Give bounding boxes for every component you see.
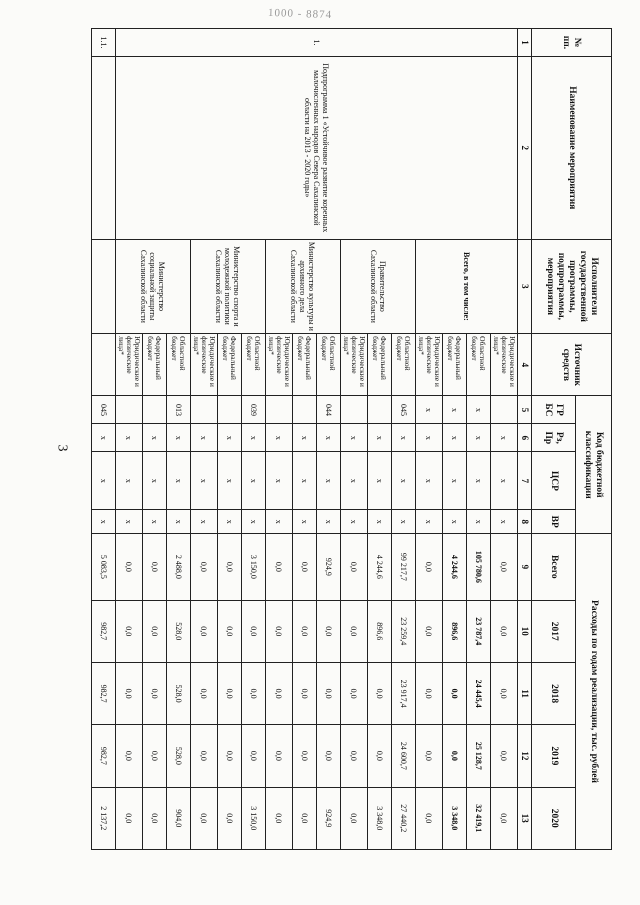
rzpr-cell: х [266, 424, 293, 452]
y2018-cell: 0,0 [317, 662, 341, 724]
y2017-cell: 896,6 [368, 600, 392, 662]
y2019-cell: 0,0 [242, 725, 266, 787]
source-cell: Федеральный бюджет [218, 334, 242, 396]
rzpr-cell: х [116, 424, 143, 452]
y2018-cell: 982,7 [92, 662, 116, 724]
grbs-cell: 039 [242, 396, 266, 424]
rzpr-cell: х [242, 424, 266, 452]
y2018-cell: 0,0 [266, 662, 293, 724]
total-cell: 99 217,7 [392, 534, 416, 601]
y2017-cell: 0,0 [266, 600, 293, 662]
vr-cell: х [143, 510, 167, 534]
csr-cell: х [368, 452, 392, 510]
executor-government: Правительство Сахалинской области [341, 239, 416, 334]
executor-sport-ministry: Министерство спорта и молодежной политики Сахалинской области [191, 239, 266, 334]
header-2020: 2020 [532, 787, 576, 849]
csr-cell: х [266, 452, 293, 510]
total-cell: 0,0 [341, 534, 368, 601]
vr-cell: х [92, 510, 116, 534]
total-cell: 3 150,0 [242, 534, 266, 601]
vr-cell: х [242, 510, 266, 534]
column-numbers-row [518, 29, 532, 850]
page-number: 3 [54, 444, 70, 452]
total-cell: 0,0 [143, 534, 167, 601]
source-cell: Юридические и физические лица* [491, 334, 518, 396]
y2017-cell: 0,0 [218, 600, 242, 662]
y2020-cell: 0,0 [293, 787, 317, 849]
source-cell: Областной бюджет [242, 334, 266, 396]
y2018-cell: 0,0 [416, 662, 443, 724]
csr-cell: х [317, 452, 341, 510]
header-source: Источник средств [532, 334, 612, 396]
col-number: 4 [518, 334, 532, 396]
grbs-cell: х [416, 396, 443, 424]
col-number: 13 [518, 787, 532, 849]
y2019-cell: 0,0 [368, 725, 392, 787]
vr-cell: х [293, 510, 317, 534]
source-cell: Федеральный бюджет [293, 334, 317, 396]
header-2017: 2017 [532, 600, 576, 662]
vr-cell: х [443, 510, 467, 534]
y2017-cell: 0,0 [341, 600, 368, 662]
y2020-cell: 0,0 [416, 787, 443, 849]
grbs-cell: 045 [92, 396, 116, 424]
y2020-cell: 3 348,0 [368, 787, 392, 849]
total-cell: 5 083,5 [92, 534, 116, 601]
source-cell: Федеральный бюджет [368, 334, 392, 396]
y2017-cell: 0,0 [293, 600, 317, 662]
csr-cell: х [116, 452, 143, 510]
csr-cell: х [416, 452, 443, 510]
vr-cell: х [191, 510, 218, 534]
y2019-cell: 0,0 [218, 725, 242, 787]
total-cell: 4 244,6 [368, 534, 392, 601]
y2019-cell: 982,7 [92, 725, 116, 787]
y2020-cell: 924,9 [317, 787, 341, 849]
y2019-cell: 0,0 [317, 725, 341, 787]
grbs-cell: х [467, 396, 491, 424]
source-cell: Областной бюджет [392, 334, 416, 396]
col-number: 12 [518, 725, 532, 787]
col-number: 5 [518, 396, 532, 424]
y2020-cell: 904,0 [167, 787, 191, 849]
csr-cell: х [341, 452, 368, 510]
csr-cell: х [143, 452, 167, 510]
rotated-page [99, 28, 612, 850]
header-executors: Исполнители государственной программы, подпрограммы, мероприятия [532, 239, 612, 334]
total-cell: 2 488,0 [167, 534, 191, 601]
y2020-cell: 2 137,2 [92, 787, 116, 849]
rzpr-cell: х [491, 424, 518, 452]
header-grbs: ГР БС [532, 396, 576, 424]
grbs-cell [293, 396, 317, 424]
col-number: 10 [518, 600, 532, 662]
rzpr-cell: х [368, 424, 392, 452]
table-row [92, 29, 116, 850]
grbs-cell [341, 396, 368, 424]
item-number: 1. [116, 29, 518, 57]
y2018-cell: 0,0 [191, 662, 218, 724]
y2017-cell: 0,0 [242, 600, 266, 662]
vr-cell: х [218, 510, 242, 534]
total-cell: 0,0 [116, 534, 143, 601]
header-budget-code: Код бюджетной классификации [576, 396, 612, 534]
y2017-cell: 0,0 [143, 600, 167, 662]
y2019-cell: 0,0 [143, 725, 167, 787]
y2019-cell: 0,0 [191, 725, 218, 787]
header-total: Всего [532, 534, 576, 601]
y2018-cell: 0,0 [341, 662, 368, 724]
y2018-cell: 0,0 [491, 662, 518, 724]
source-cell: Областной бюджет [317, 334, 341, 396]
col-number: 11 [518, 662, 532, 724]
y2017-cell: 0,0 [317, 600, 341, 662]
source-cell: Юридические и физические лица* [416, 334, 443, 396]
vr-cell: х [368, 510, 392, 534]
col-number: 3 [518, 239, 532, 334]
y2018-cell: 24 445,4 [467, 662, 491, 724]
csr-cell: х [491, 452, 518, 510]
total-cell: 0,0 [218, 534, 242, 601]
y2020-cell: 0,0 [191, 787, 218, 849]
y2020-cell: 0,0 [491, 787, 518, 849]
vr-cell: х [266, 510, 293, 534]
col-number: 2 [518, 56, 532, 239]
y2020-cell: 3 348,0 [443, 787, 467, 849]
csr-cell: х [443, 452, 467, 510]
y2018-cell: 0,0 [242, 662, 266, 724]
executor-empty [92, 239, 116, 334]
grbs-cell [218, 396, 242, 424]
y2020-cell: 0,0 [218, 787, 242, 849]
col-number: 1 [518, 29, 532, 57]
y2018-cell: 23 917,4 [392, 662, 416, 724]
item-number: 1.1. [92, 29, 116, 57]
col-number: 9 [518, 534, 532, 601]
rzpr-cell: х [443, 424, 467, 452]
rzpr-cell: х [92, 424, 116, 452]
y2020-cell: 0,0 [116, 787, 143, 849]
y2019-cell: 0,0 [341, 725, 368, 787]
grbs-cell [368, 396, 392, 424]
rzpr-cell: х [467, 424, 491, 452]
y2017-cell: 528,0 [167, 600, 191, 662]
rzpr-cell: х [317, 424, 341, 452]
vr-cell: х [392, 510, 416, 534]
y2017-cell: 0,0 [491, 600, 518, 662]
rzpr-cell: х [143, 424, 167, 452]
source-cell: Юридические и физические лица* [116, 334, 143, 396]
csr-cell: х [242, 452, 266, 510]
y2019-cell: 0,0 [266, 725, 293, 787]
grbs-cell: 013 [167, 396, 191, 424]
source-cell: Федеральный бюджет [443, 334, 467, 396]
source-cell: Областной бюджет [467, 334, 491, 396]
source-cell: Федеральный бюджет [143, 334, 167, 396]
budget-table [91, 28, 612, 850]
y2019-cell: 0,0 [293, 725, 317, 787]
header-no: № пп. [532, 29, 612, 57]
executor-culture-ministry: Министерство культуры и архивного дела Сахалинской области [266, 239, 341, 334]
csr-cell: х [92, 452, 116, 510]
csr-cell: х [293, 452, 317, 510]
y2020-cell: 3 150,0 [242, 787, 266, 849]
y2020-cell: 0,0 [341, 787, 368, 849]
rzpr-cell: х [293, 424, 317, 452]
total-cell: 0,0 [191, 534, 218, 601]
y2017-cell: 0,0 [416, 600, 443, 662]
vr-cell: х [116, 510, 143, 534]
source-cell: Юридические и физические лица* [341, 334, 368, 396]
grbs-cell: х [443, 396, 467, 424]
y2020-cell: 27 440,2 [392, 787, 416, 849]
y2018-cell: 0,0 [293, 662, 317, 724]
header-2018: 2018 [532, 662, 576, 724]
y2019-cell: 0,0 [443, 725, 467, 787]
y2017-cell: 0,0 [191, 600, 218, 662]
rzpr-cell: х [392, 424, 416, 452]
grbs-cell: 045 [392, 396, 416, 424]
table-row [491, 29, 518, 850]
vr-cell: х [491, 510, 518, 534]
vr-cell: х [467, 510, 491, 534]
csr-cell: х [467, 452, 491, 510]
grbs-cell [116, 396, 143, 424]
rzpr-cell: х [341, 424, 368, 452]
header-rzpr: Рз, Пр [532, 424, 576, 452]
item-name-empty [92, 56, 116, 239]
table-body [92, 29, 532, 850]
csr-cell: х [218, 452, 242, 510]
total-cell: 0,0 [293, 534, 317, 601]
y2019-cell: 25 128,7 [467, 725, 491, 787]
source-cell: Юридические и физические лица* [191, 334, 218, 396]
y2017-cell: 896,6 [443, 600, 467, 662]
header-2019: 2019 [532, 725, 576, 787]
total-cell: 105 780,6 [467, 534, 491, 601]
y2020-cell: 0,0 [266, 787, 293, 849]
col-number: 8 [518, 510, 532, 534]
source-cell: Юридические и физические лица* [266, 334, 293, 396]
executor-total: Всего, в том числе: [416, 239, 518, 334]
y2018-cell: 0,0 [368, 662, 392, 724]
vr-cell: х [317, 510, 341, 534]
col-number: 7 [518, 452, 532, 510]
col-number: 6 [518, 424, 532, 452]
y2017-cell: 23 787,4 [467, 600, 491, 662]
y2017-cell: 982,7 [92, 600, 116, 662]
y2020-cell: 32 419,1 [467, 787, 491, 849]
y2019-cell: 0,0 [491, 725, 518, 787]
y2017-cell: 23 259,4 [392, 600, 416, 662]
y2020-cell: 0,0 [143, 787, 167, 849]
source-cell: Областной бюджет [167, 334, 191, 396]
header-vr: ВР [532, 510, 576, 534]
rzpr-cell: х [218, 424, 242, 452]
header-csr: ЦСР [532, 452, 576, 510]
y2018-cell: 0,0 [116, 662, 143, 724]
y2018-cell: 0,0 [143, 662, 167, 724]
y2019-cell: 528,0 [167, 725, 191, 787]
csr-cell: х [167, 452, 191, 510]
y2019-cell: 0,0 [116, 725, 143, 787]
rzpr-cell: х [191, 424, 218, 452]
total-cell: 0,0 [416, 534, 443, 601]
total-cell: 4 244,6 [443, 534, 467, 601]
executor-social-ministry: Министерство социальной защиты Сахалинской области [116, 239, 191, 334]
y2018-cell: 0,0 [443, 662, 467, 724]
header-name: Наименование мероприятия [532, 56, 612, 239]
vr-cell: х [167, 510, 191, 534]
grbs-cell [143, 396, 167, 424]
item-name: Подпрограмма 1 «Устойчивое развитие коренных малочисленных народов Севера Сахалинской области на 2013 - 2020 годы» [116, 56, 518, 239]
y2019-cell: 0,0 [416, 725, 443, 787]
grbs-cell [191, 396, 218, 424]
csr-cell: х [191, 452, 218, 510]
total-cell: 924,9 [317, 534, 341, 601]
source-cell [92, 334, 116, 396]
csr-cell: х [392, 452, 416, 510]
total-cell: 0,0 [266, 534, 293, 601]
rzpr-cell: х [416, 424, 443, 452]
grbs-cell: 044 [317, 396, 341, 424]
grbs-cell [491, 396, 518, 424]
y2019-cell: 24 600,7 [392, 725, 416, 787]
header-expenses: Расходы по годам реализации, тыс. рублей [576, 534, 612, 850]
rzpr-cell: х [167, 424, 191, 452]
handwritten-stamp: 1000 - 8874 [267, 6, 333, 22]
y2018-cell: 528,0 [167, 662, 191, 724]
y2018-cell: 0,0 [218, 662, 242, 724]
grbs-cell [266, 396, 293, 424]
budget-table-container [99, 28, 612, 850]
y2017-cell: 0,0 [116, 600, 143, 662]
vr-cell: х [416, 510, 443, 534]
total-cell: 0,0 [491, 534, 518, 601]
vr-cell: х [341, 510, 368, 534]
